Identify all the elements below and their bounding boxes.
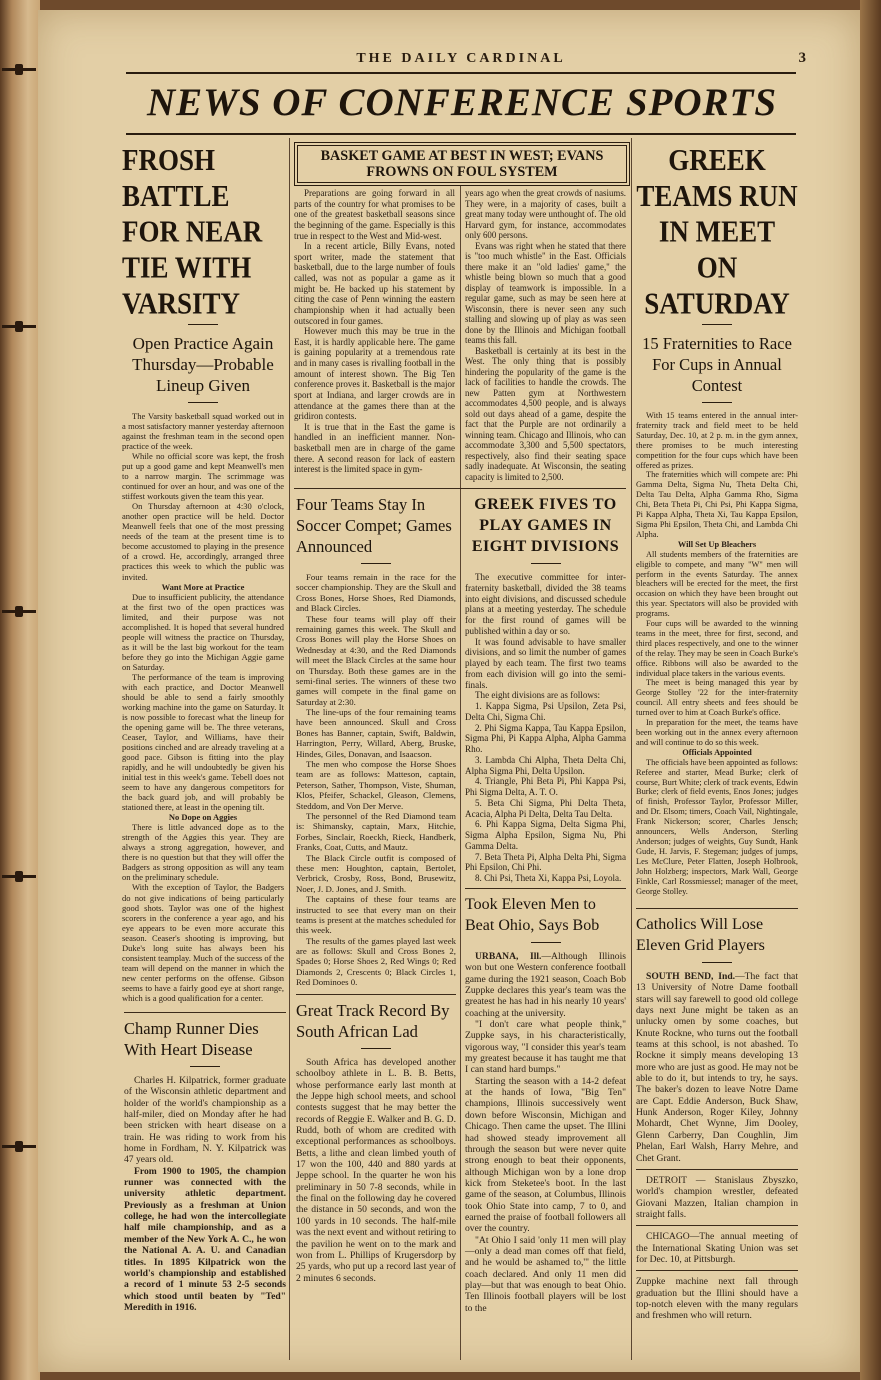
catholics-article bbox=[636, 914, 798, 1322]
soccer-paragraph: The line-ups of the four remaining teams have been announced. Skull and Cross Bones has Banner, captain, Swift, Baldwin, Harrington, Perry, Willard, Aberg, Bruske, Hindes, Giles, Donavan, and Isaacson. bbox=[296, 707, 456, 759]
brief-zbyszko bbox=[636, 1175, 798, 1220]
frosh-subhead-2: Want More at Practice bbox=[161, 581, 245, 592]
basket-body-right bbox=[465, 188, 626, 482]
eleven-paragraph: "I don't care what people think," Zuppke says, in his characteristically, vigorous way, "I consider this year's team my greatest because it has taught me that I can stand hard bumps." bbox=[465, 1019, 626, 1076]
frosh-paragraph: Due to insufficient publicity, the attendance at the first two of the open practices was limited, and their purpose was not accomplished. It is hoped that several hundred people will witness the practice on Thursday, as it will be the last big workout for the team before they go into the Michigan Aggie game on Saturday. bbox=[122, 591, 284, 672]
eleven-headline: Took Eleven Men to Beat Ohio, Says Bob bbox=[465, 896, 600, 934]
greekrun-subhead-2: Will Set Up Bleachers bbox=[677, 539, 757, 549]
basket-paragraph: In a recent article, Billy Evans, noted sport writer, made the statement that basketball, due to the large number of fouls called, was not as popular a game as it might be. He backed up his statement by citing the case of Penn winning the eastern championship when it had actually been outscored in four games. bbox=[294, 241, 455, 326]
soccer-paragraph: These four teams will play off their remaining games this week. The Skull and Cross Bones will play the Horse Shoes on Wednesday at 4:30, and the Red Diamonds will meet the Black Circles at the same hour on Thursday. Both these games are in the semi-final series. The winners of these two games will compete in the final game on Saturday at 2:30. bbox=[296, 613, 456, 707]
greek5-paragraph: 3. Lambda Chi Alpha, Theta Delta Chi, Alpha Sigma Phi, Delta Upsilon. bbox=[465, 754, 626, 776]
scan-right-edge bbox=[860, 0, 881, 1380]
greekrun-paragraph: The officials have been appointed as follows: Referee and starter, Mead Burke; clerk of course, Burt White; clerk of track events, Edwin Burke; clerk of field events, Enos Jones; judges of finish, Professor Taylor, Professor Miller, and Dr. Elsom; timers, Coach Vail, Nightingale, Frank Nickerson; scorer, Charles Jensch; announcers, Wells Anderson, Sterling Anderson; judges of weights, Guy Sundt, Hank Gude, H. Jarvis, F. Stegeman; judges of jumps, Les McClure, Peter Flatten, Joseph Holbrook, John Holzberg; inspectors, Mark Wall, George Finkle, Carl Rossmiessel; manager of the meet, George Stolley. bbox=[636, 757, 798, 896]
catholics-dateline: SOUTH BEND, Ind. bbox=[646, 971, 736, 982]
soccer-paragraph: The Black Circle outfit is composed of these men: Houghton, captain, Bertolet, Verbrick, Crosby, Ross, Bond, Brusewitz, Noer, J. D. Jones, and J. Smith. bbox=[296, 852, 456, 894]
champ-paragraph: From 1900 to 1905, the champion runner was connected with the university athletic department. Previously as a freshman at Union college, he had won the intercollegiate half mile championship, and as a member of the New York A. C., he won the National A. A. U. and Canadian titles. In 1895 Kilpatrick won the world's championship and established a record of 1 minute 53 2-5 seconds which stood until beaten by "Ted" Meredith in 1916. bbox=[124, 1165, 286, 1313]
greek5-article bbox=[465, 494, 626, 884]
track-article bbox=[296, 1000, 456, 1284]
soccer-paragraph: The personnel of the Red Diamond team is: Shimansky, captain, Marx, Hitchie, Forbes, Sinclair, Roeckh, Rieck, Handberk, Franks, Coat, Cutts, and Mautz. bbox=[296, 810, 456, 853]
soccer-paragraph: The men who compose the Horse Shoes team are as follows: Matteson, captain, Peterson, Sather, Thompson, Viste, Shuman, Klos, Pfeifer, Schackel, Gleason, Clemens, Steddom, and Von Der Merve. bbox=[296, 759, 456, 811]
article-divider bbox=[636, 908, 798, 909]
basket-paragraph: It is true that in the East the game is handled in an inefficient manner. Non-basketball men are in charge of the game there. A second reason for lack of eastern interest is the limited space in gym- bbox=[294, 421, 455, 475]
champ-paragraph: Charles H. Kilpatrick, former graduate of the Wisconsin athletic department and holder of the world's championship as a half-miler, died on Monday after he had been stricken with heart disease on a train. He was riding to work from his home in Fordham, N. Y. Kilpatrick was 47 years old. bbox=[124, 1075, 286, 1166]
greekrun-paragraph: In preparation for the meet, the teams have been working out in the annex every afternoon and will continue to do so this week. bbox=[636, 718, 798, 747]
basket-col-left bbox=[294, 188, 455, 475]
binding-hole bbox=[2, 325, 36, 328]
basket-headline-box bbox=[294, 142, 630, 186]
column-4 bbox=[636, 142, 798, 896]
greek5-paragraph: The executive committee for inter-fraternity basketball, divided the 38 teams into eight divisions, and discussed schedule plans at a meeting yesterday. The schedule for the first round of games will be published within a day or so. bbox=[465, 572, 626, 636]
greek5-paragraph: 7. Beta Theta Pi, Alpha Delta Phi, Sigma Phi Epsilon, Chi Phi. bbox=[465, 851, 626, 873]
page-number: 3 bbox=[798, 50, 806, 66]
frosh-paragraph: The Varsity basketball squad worked out in a most satisfactory manner yesterday afternoon against the freshman team in the second open practice of the week. bbox=[122, 411, 284, 452]
frosh-subhead: Open Practice Again Thursday—Probable Lineup Given bbox=[132, 334, 274, 395]
frosh-body bbox=[122, 411, 284, 1003]
basket-body-left bbox=[294, 188, 455, 475]
soccer-article bbox=[296, 494, 456, 988]
column-1 bbox=[122, 142, 284, 1003]
greek5-paragraph: 1. Kappa Sigma, Psi Upsilon, Zeta Psi, Delta Chi, Sigma Chi. bbox=[465, 701, 626, 722]
basket-col-right bbox=[465, 188, 626, 482]
eleven-paragraph: Starting the season with a 14-2 defeat at the hands of Iowa, "Big Ten" champions, Illinois successively went down before Wisconsin, Michigan and Chicago. Then came the upset. The Illini had showed steady improvement all through the season but were never quite strong enough to beat their opponents, although Michigan won by a lone drop kick from Steketee's boot. In the last game of the season, at Columbus, Illinois took Ohio State into camp, 7 to 0, and earned the praise of football followers all over the country. bbox=[465, 1075, 626, 1235]
section-banner: NEWS OF CONFERENCE SPORTS bbox=[146, 81, 778, 124]
catholics-headline: Catholics Will Lose Eleven Grid Players bbox=[636, 916, 765, 954]
brief-chicago bbox=[636, 1231, 798, 1265]
greekrun-paragraph: Four cups will be awarded to the winning teams in the meet, three for first, second, and third places respectively, and one to the winner of the relay. They may be seen in Coach Burke's office. Ribbons will also be awarded to the individual place takers in the various events. bbox=[636, 619, 798, 678]
greek5-paragraph: 8. Chi Psi, Theta Xi, Kappa Psi, Loyola. bbox=[475, 873, 622, 883]
frosh-paragraph: While no official score was kept, the frosh put up a good game and kept Meanwell's men to a narrow margin. The scrimmage was continued for over an hour, and was one of the stiffest workouts given the team this year. bbox=[122, 451, 284, 502]
binding-hole bbox=[2, 610, 36, 613]
greekrun-subhead-3: Officials Appointed bbox=[682, 747, 752, 757]
soccer-paragraph: The results of the games played last week are as follows: Skull and Cross Bones 2, Spades 0; Horse Shoes 2, Red Wings 0; Red Diamonds 2, Crescents 0; Black Circles 1, Red Dominoes 0. bbox=[296, 935, 456, 988]
track-headline: Great Track Record By South African Lad bbox=[296, 1001, 450, 1041]
frosh-headline: FROSH BATTLE FOR NEAR TIE WITH VARSITY bbox=[122, 143, 263, 321]
basket-paragraph: Preparations are going forward in all parts of the country for what promises to be one of the greatest basketball seasons since the beginning of the game. Especially is this true in respect to the West and Mid-west. bbox=[294, 188, 455, 241]
champ-article bbox=[124, 1018, 286, 1313]
brief-paragraph: Zuppke machine next fall through graduation but the Illini should have a top-notch eleven with the many regulars and freshmen who will return. bbox=[636, 1276, 798, 1322]
article-divider bbox=[124, 1012, 286, 1013]
eleven-article bbox=[465, 894, 626, 1314]
binding-hole bbox=[2, 875, 36, 878]
greekrun-paragraph: With 15 teams entered in the annual inter-fraternity track and field meet to be held Saturday, Dec. 10, at 2 p. m. in the gym annex, there promises to be much interesting competition for the four cups which have been offered as prizes. bbox=[636, 411, 798, 470]
scan-binding-edge bbox=[0, 0, 40, 1380]
basket-headline: BASKET GAME AT BEST IN WEST; EVANS FROWNS ON FOUL SYSTEM bbox=[297, 145, 627, 183]
greekrun-headline: GREEK TEAMS RUN IN MEET ON SATURDAY bbox=[636, 143, 798, 321]
basket-paragraph: years ago when the great crowds of nasiums. They were, in a majority of cases, built a great many today were unthought of. The old Harvard gym, for instance, accommodates only 600 persons. bbox=[465, 188, 626, 241]
eleven-body bbox=[465, 951, 626, 1314]
track-paragraph: South Africa has developed another schoolboy athlete in L. B. B. Betts, whose performance early last month at the Jeppe high school meets, and school contests suggest that he may better the records of Reggie E. Walker and B. G. D. Rudd, both of whom are credited with exceptional performances as schoolboys. Betts, a lithe and clean limbed youth of 17 won the 100, 440 and 880 yards at Jeppe school. In the quarter he won his preliminary in 50 7-8 seconds, while in the final on the following day he covered the distance in 50 seconds, and won the 100 yards in 10 seconds. The half-mile was the next event and without retiring to the pavilion he went on to the mark and won from L. Phillips of Krugersdorp by 25 yards, who put up a record last year of 2 minutes 6 seconds. bbox=[296, 1057, 456, 1284]
paper-name: THE DAILY CARDINAL bbox=[356, 51, 566, 66]
frosh-paragraph: On Thursday afternoon at 4:30 o'clock, another open practice will be held. Doctor Meanwell feels that one of the most pressing needs of the team at the present time is to become accustomed to playing in the presence of a crowd. He, accordingly, arranged three practices this week to which the public was invited. bbox=[122, 501, 284, 582]
greek5-headline: GREEK FIVES TO PLAY GAMES IN EIGHT DIVISIONS bbox=[471, 496, 620, 555]
brief-zuppke bbox=[636, 1276, 798, 1321]
frosh-paragraph: There is little advanced dope as to the strength of the Aggies this year. They are always a strong aggregation, however, and there is no question but that they will offer the Badgers as strong opposition as will any team on the preliminary schedule. bbox=[122, 822, 284, 883]
catholics-paragraph: —The fact that 13 University of Notre Dame football stars will say farewell to good old college days next June might be taken as an unlucky omen by some coaches, but Knute Rockne, who turns out the football teams at this school, is not abashed. To Rockne it simply means developing 13 more who are just as good. He may not be able to do it, but intends to try, he says. The baker's dozen to leave Notre Dame are Capt. Eddie Anderson, Buck Shaw, Hunk Anderson, Roger Kiley, Johnny Mohardt, Chet Wynne, Jim Dooley, Glenn Carberry, Dan Coughlin, Jim Phelan, Earl Walsh, Harry Mehre, and Chet Grant. bbox=[636, 971, 798, 1164]
eleven-dateline: URBANA, Ill. bbox=[475, 951, 542, 962]
frosh-subhead-3: No Dope on Aggies bbox=[168, 812, 238, 823]
greek5-paragraph: 5. Beta Chi Sigma, Phi Delta Theta, Acacia, Alpha Pi Delta, Delta Tau Delta. bbox=[465, 797, 626, 819]
greekrun-body bbox=[636, 411, 798, 896]
column-rule bbox=[460, 185, 461, 1360]
basket-paragraph: However much this may be true in the East, it is hardly applicable here. The game is gaining popularity at a tremendous rate and in many cases is rivalling football in the amount of interest shown. The Big Ten conference proves it. Basketball is the major sport at Indiana, and larger crowds are in attendance at the games there than at the gridiron contests. bbox=[294, 326, 455, 422]
greek5-body bbox=[465, 572, 626, 884]
brief-divider bbox=[636, 1225, 798, 1226]
soccer-paragraph: Four teams remain in the race for the soccer championship. They are the Skull and Cross Bones, Horse Shoes, Red Diamonds, and Black Circles. bbox=[296, 572, 456, 614]
eleven-paragraph: —Although Illinois won but one Western conference football game during the 1921 season, Coach Bob Zuppke declares this year's team was the greatest he has had in his nearly 10 years' coaching at the university. bbox=[465, 951, 626, 1019]
catholics-body bbox=[636, 971, 798, 1164]
column-rule bbox=[631, 138, 632, 1360]
masthead bbox=[126, 50, 806, 74]
greek5-paragraph: The eight divisions are as follows: bbox=[475, 690, 601, 701]
basket-paragraph: Basketball is certainly at its best in the West. The only thing that is possibly hindering the popularity of the game is the lack of facilities to handle the crowds. The new Patten gym at Northwestern accommodates 4,500 people, and is always sold out days ahead of a game, despite the fact that the Purple are not ordinarily a winning team. Chicago and Illinois, who can accommodate 3,300 and 5,500 spectators, respectively, also find their seating space sadly inadequate. At Wisconsin, the seating capacity is limited to 2,500. bbox=[465, 345, 626, 482]
basket-paragraph: Evans was right when he stated that there is "too much whistle" in the East. Officials there make it an "old ladies' game," the whistle being blown so much that a good display of teamwork is impossible. In a regular game, such as may be seen here at Wisconsin, there is never seen any such stalling and slowing up of play as was seen done by the Illinois and Michigan football teams this fall. bbox=[465, 240, 626, 346]
banner-rule bbox=[126, 133, 796, 135]
greek5-paragraph: 2. Phi Sigma Kappa, Tau Kappa Epsilon, Sigma Phi, Pi Kappa Alpha, Alpha Gamma Rho. bbox=[465, 722, 626, 754]
article-divider bbox=[296, 994, 456, 995]
greekrun-paragraph: All students members of the fraternities are eligible to compete, and many "W" men will perform in the events Saturday. The annex bleachers will be erected for the meet, the first occasion on which they have been brought out this year. Spectators will also be provided with programs. bbox=[636, 549, 798, 619]
greek5-paragraph: 4. Triangle, Phi Beta Pi, Phi Kappa Psi, Phi Sigma Delta, A. T. O. bbox=[465, 776, 626, 797]
soccer-paragraph: The captains of these four teams are instructed to see that every man on their teams is present at the matches scheduled for this week. bbox=[296, 894, 456, 936]
article-divider bbox=[294, 488, 626, 489]
champ-body bbox=[124, 1075, 286, 1313]
greekrun-subhead: 15 Fraternities to Race For Cups in Annual Contest bbox=[642, 334, 792, 395]
frosh-paragraph: The performance of the team is improving with each practice, and Doctor Meanwell should be able to send a fairly smoothly working machine into the game on Saturday. It is now possible to forecast what the lineup for the opening game will be. The three veterans, Ceaser, Taylor, and Williams, have their positions cinched and are already traveling at a good pace. Gibson is fitting into the play rapidly, and he will undoubtedly be given his initial test in this week's game. Tebell does not seem to have any dangerous competitors for the back guard job, and will probably be stationed there, at least in the opening tilt. bbox=[122, 671, 284, 813]
brief-paragraph: DETROIT — Stanislaus Zbyszko, world's champion wrestler, defeated Giovani Mazzen, Italian champion in straight falls. bbox=[636, 1174, 798, 1220]
eleven-paragraph: "At Ohio I said 'only 11 men will play—only a dead man comes off that field, and he would be ashamed to,'" the little coach declared. And only 11 men did play—but that was enough to beat Ohio. Ten Illinois football players will be lost to the bbox=[465, 1234, 626, 1314]
brief-paragraph: CHICAGO—The annual meeting of the International Skating Union was set for Dec. 10, at Pittsburgh. bbox=[636, 1231, 798, 1265]
champ-headline: Champ Runner Dies With Heart Disease bbox=[124, 1019, 259, 1059]
soccer-body bbox=[296, 572, 456, 988]
column-rule bbox=[289, 138, 290, 1360]
brief-divider bbox=[636, 1270, 798, 1271]
frosh-paragraph: With the exception of Taylor, the Badgers do not give indications of being particularly good shots. Taylor was one of the highest scorers in the conference a year ago, and his eye appears to be even more accurate this season. Ceaser's shooting is improving, but Duke's long suite has always been his consistent teamplay. Much of the success of the team will depend on the manner in which the new center performs on the offense. Gibson seems to have a fairly good eye at short range, which is a good qualification for a center. bbox=[122, 882, 284, 1003]
greekrun-paragraph: The fraternities which will compete are: Phi Gamma Delta, Sigma Nu, Theta Delta Chi, Delta Tau Delta, Alpha Gamma Rho, Sigma Chi, Beta Theta Pi, Chi Psi, Phi Kappa Sigma, Pi Kappa Alpha, Theta Xi, Tau Kappa Epsilon, Sigma Phi Epsilon, Theta Chi, and Lambda Chi Alpha. bbox=[636, 470, 798, 539]
track-body bbox=[296, 1057, 456, 1284]
soccer-headline: Four Teams Stay In Soccer Compet; Games Announced bbox=[296, 495, 452, 556]
greekrun-paragraph: The meet is being managed this year by George Stolley '22 for the inter-fraternity council. All entry sheets and fees should be turned over to him at Coach Burke's office. bbox=[636, 678, 798, 718]
greek5-paragraph: 6. Phi Kappa Sigma, Delta Sigma Phi, Sigma Alpha Epsilon, Sigma Nu, Phi Gamma Delta. bbox=[465, 819, 626, 851]
brief-divider bbox=[636, 1169, 798, 1170]
binding-hole bbox=[2, 1145, 36, 1148]
binding-hole bbox=[2, 68, 36, 71]
article-divider bbox=[465, 888, 626, 889]
greek5-paragraph: It was found advisable to have smaller divisions, and so limit the number of games played by each team. The first two teams from each division will go into the semi-finals. bbox=[465, 636, 626, 690]
